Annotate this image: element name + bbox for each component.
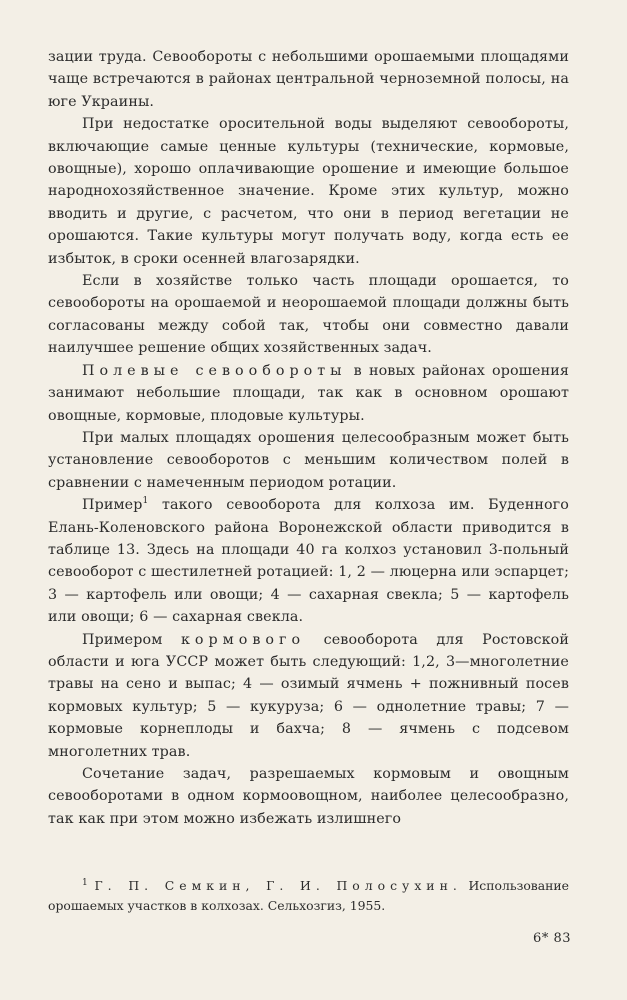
page-number: 6* 83 xyxy=(533,931,571,946)
paragraph-8: Сочетание задач, разрешаемых кормовым и овощным севооборотами в одном кормоовощном, наиболее целесообразно, так как при этом можно избежать излишнего xyxy=(48,766,569,827)
paragraph-6 xyxy=(48,494,569,628)
fodder-term: кормового xyxy=(180,631,306,648)
footnote-marker: 1 xyxy=(82,877,88,888)
paragraph-7-start: Примером xyxy=(82,631,181,648)
footnote-authors: Г. П. Семкин, Г. И. Полосухин. xyxy=(94,878,462,893)
paragraph-2: При недостатке оросительной воды выделяют севообороты, включающие самые ценные культуры (технические, кормовые, овощные), хорошо оплачивающие орошение и имеющие большое народнохозяйственное значение. Кроме этих культур, можно вводить и другие, с расчетом, что они в период вегетации не орошаются. Такие культуры могут получать воду, когда есть ее избыток, в сроки осенней влагозарядки. xyxy=(48,116,569,267)
paragraph-6-start: Пример xyxy=(82,497,143,514)
footnote-reference: 1 xyxy=(142,496,149,507)
paragraph-4-text: в новых районах орошения занимают небольшие площади, так как в основном орошают овощные, кормовые, плодовые культуры. xyxy=(48,362,570,424)
footnote-text: Использование орошаемых участков в колхозах. Сельхозгиз, 1955. xyxy=(48,878,569,913)
paragraph-7 xyxy=(48,629,569,763)
paragraph-5: При малых площадях орошения целесообразным может быть установление севооборотов с меньшим количеством полей в сравнении с намеченным периодом ротации. xyxy=(48,429,569,491)
paragraph-6-text: такого севооборота для колхоза им. Буденного Елань-Коленовского района Воронежской области приводится в таблице 13. Здесь на площади 40 га колхоз установил 3-польный севооборот с шестилетней ротацией: 1, 2 — люцерна или эспарцет; 3 — картофель или овощи; 4 — сахарная свекла; 5 — картофель или овощи; 6 — сахарная свекла. xyxy=(48,497,569,626)
paragraph-7-text: севооборота для Ростовской области и юга УССР может быть следующий: 1,2, 3—многолетние травы на сено и выпас; 4 — озимый ячмень + пожнивный посев кормовых культур; 5 — кукуруза; 6 — однолетние травы; 7 — кормовые корнеплоды и бахча; 8 — ячмень с подсевом многолетних трав. xyxy=(48,631,569,760)
body-text xyxy=(48,46,569,830)
paragraph-3: Если в хозяйстве только часть площади орошается, то севообороты на орошаемой и неорошаемой площади должны быть согласованы между собой так, чтобы они совместно давали наилучшее решение общих хозяйственных задач. xyxy=(48,273,569,357)
field-rotations-term: Полевые севообороты xyxy=(82,362,347,379)
paragraph-1: зации труда. Севообороты с небольшими орошаемыми площадями чаще встречаются в районах центральной черноземной полосы, на юге Украины. xyxy=(48,49,569,110)
footnote xyxy=(48,876,569,916)
paragraph-4 xyxy=(48,360,569,427)
